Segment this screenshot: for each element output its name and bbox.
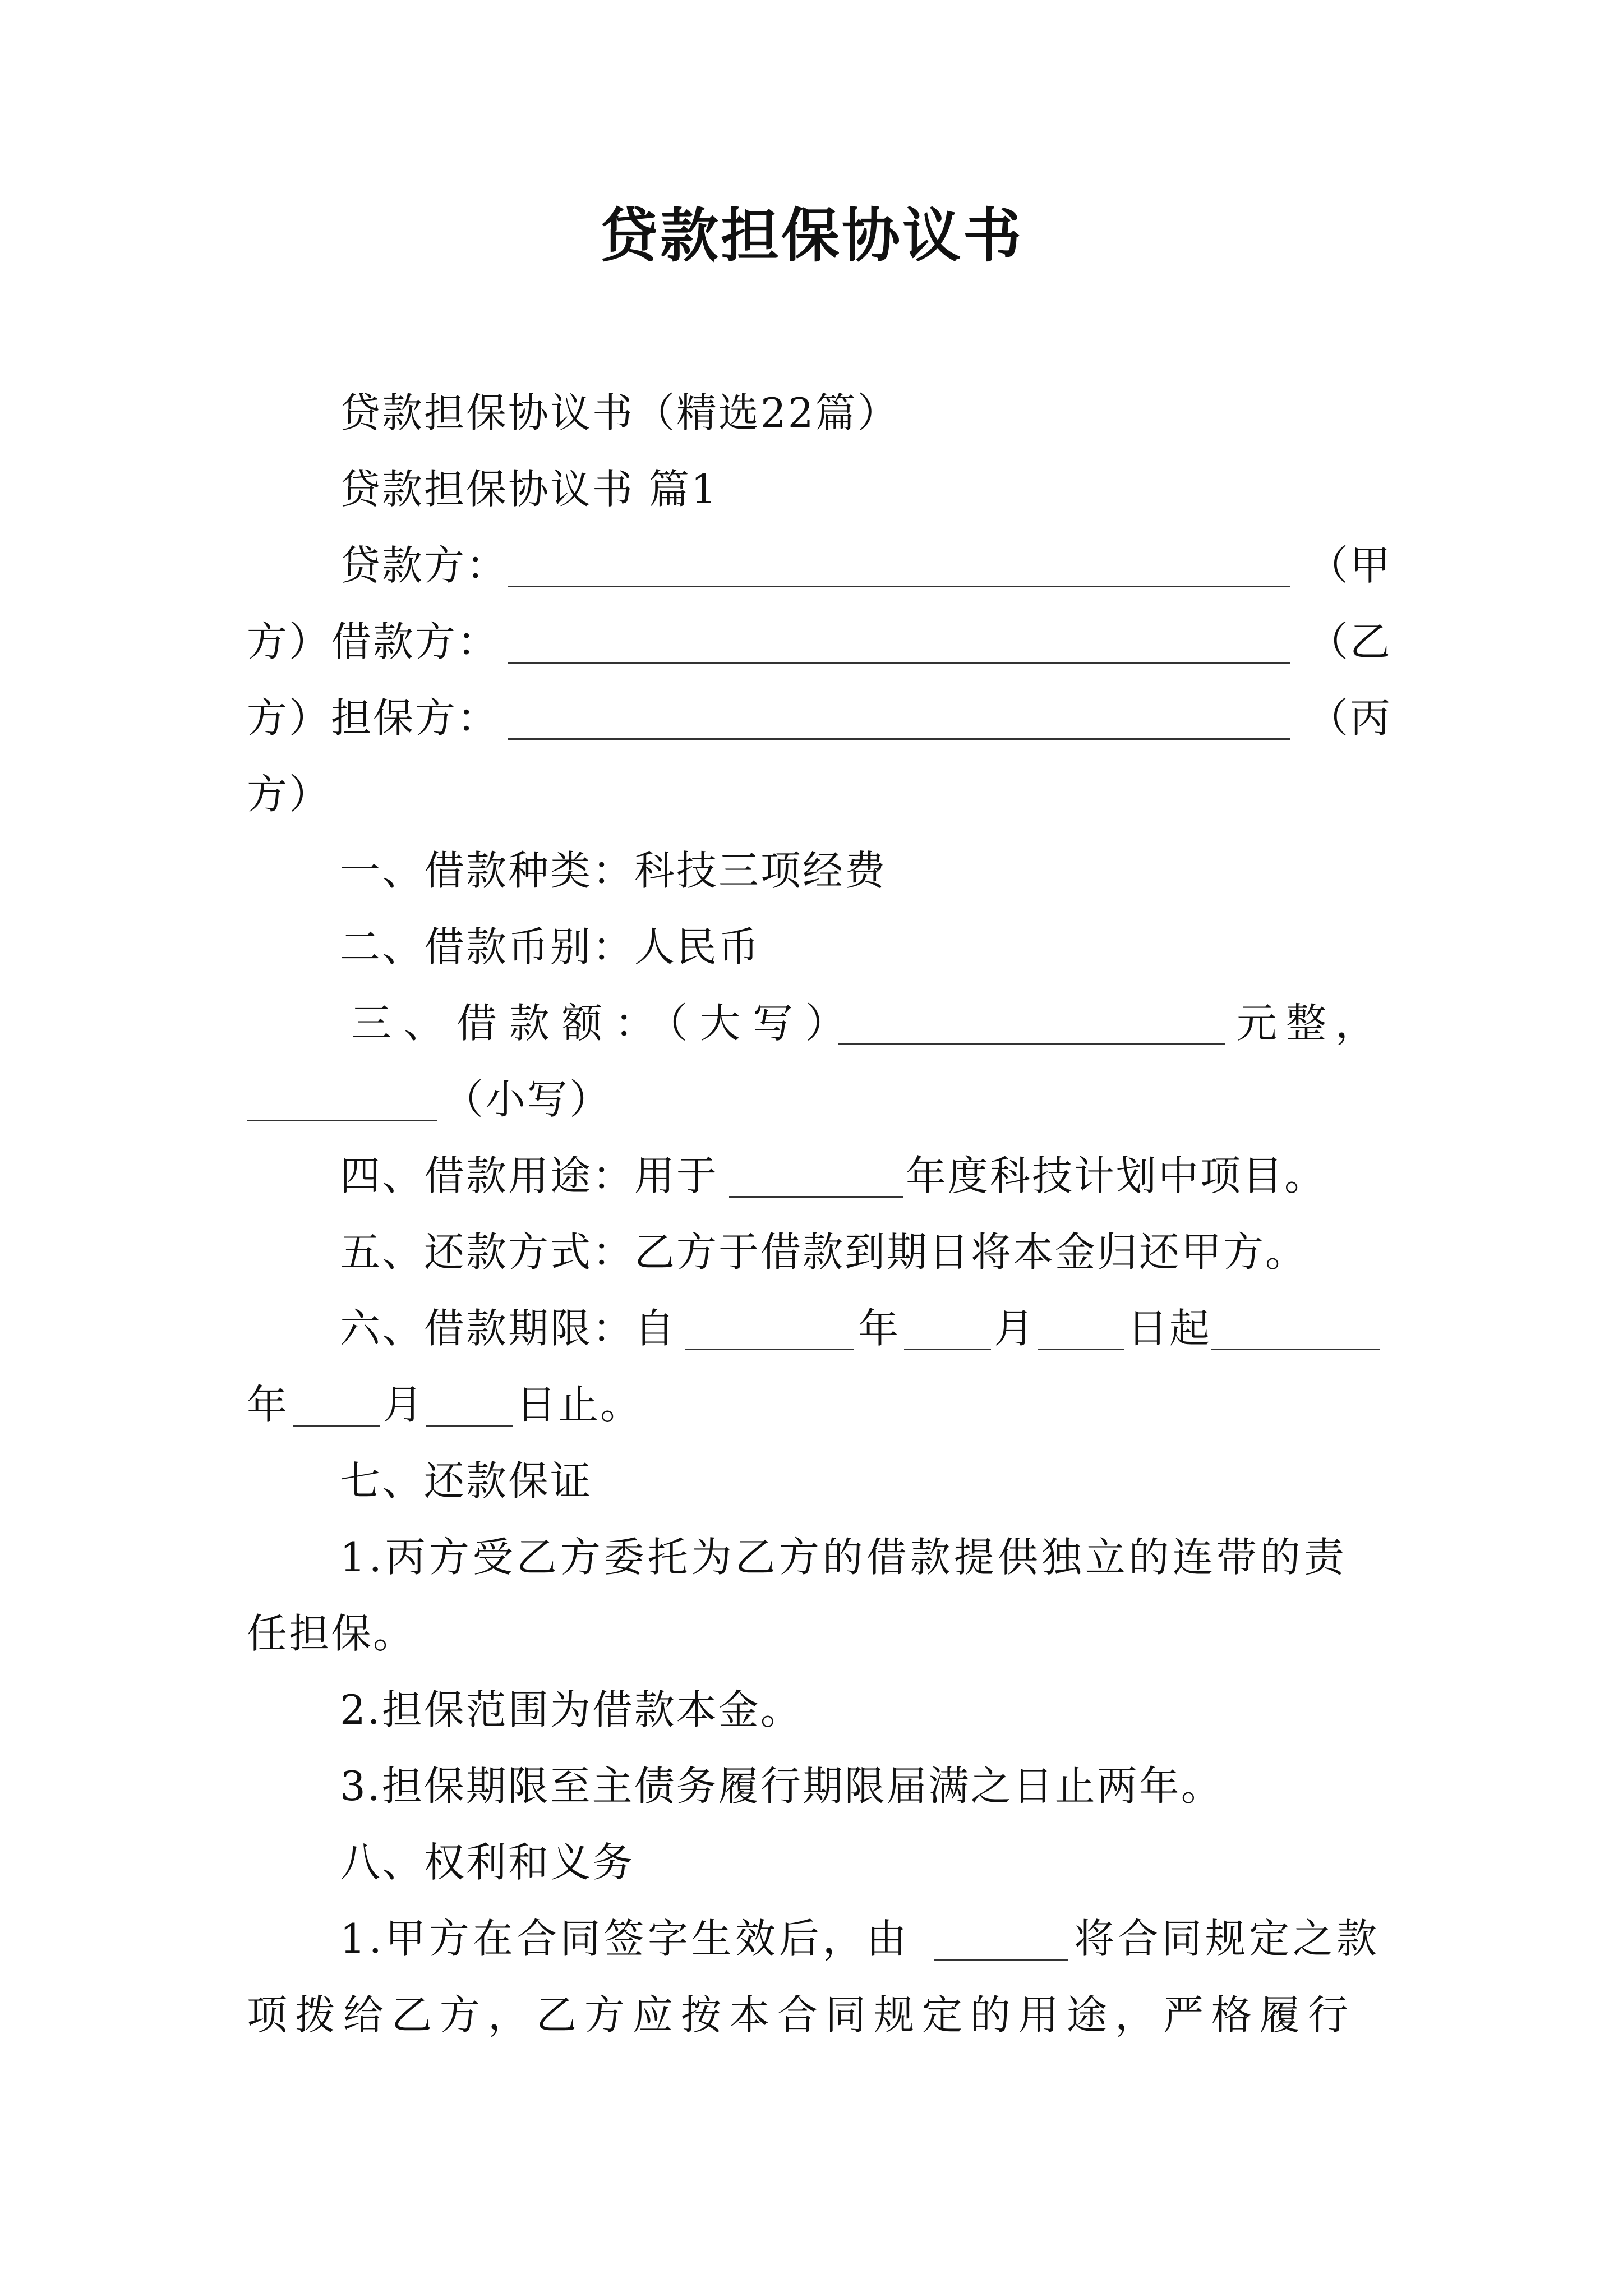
clause-7: 七、还款保证 xyxy=(340,1457,593,1504)
clause-6-month-1: 月 xyxy=(994,1305,1036,1352)
clause-3-amount-lower-blank xyxy=(247,1080,437,1121)
party-borrower-blank xyxy=(508,623,1290,664)
clause-8-item-1b: 项拨给乙方，乙方应按本合同规定的用途，严格履行 xyxy=(247,1991,1357,2039)
clause-1: 一、借款种类：科技三项经费 xyxy=(340,847,887,894)
clause-6-label: 六、借款期限：自 xyxy=(340,1305,677,1352)
clause-2: 二、借款币别：人民币 xyxy=(340,923,761,970)
clause-4-year-blank xyxy=(729,1157,903,1198)
party-guarantor-suffix: （丙 xyxy=(1308,694,1393,742)
clause-3-label: 三、借款额：（大写） xyxy=(351,1000,859,1047)
clause-3-amount-upper-blank xyxy=(838,1004,1225,1045)
party-guarantor-prefix: 方） xyxy=(247,694,331,742)
clause-4-label: 四、借款用途：用于 xyxy=(340,1152,719,1199)
clause-8-party-blank xyxy=(934,1920,1068,1961)
clause-6-day-from: 日起 xyxy=(1127,1305,1212,1352)
clause-7-item-3: 3.担保期限至主债务履行期限届满之日止两年。 xyxy=(340,1763,1223,1810)
clause-7-item-2: 2.担保范围为借款本金。 xyxy=(340,1686,803,1733)
clause-3-lower-label: （小写） xyxy=(443,1076,612,1123)
party-borrower-label: 借款方： xyxy=(331,618,500,665)
clause-6-to-year-blank xyxy=(1211,1309,1380,1350)
party-lender-blank xyxy=(508,546,1290,587)
party-lender-label: 贷款方： xyxy=(340,542,509,589)
clause-6-year-1: 年 xyxy=(858,1305,901,1352)
clause-6-to-month-blank xyxy=(293,1386,380,1427)
clause-3-unit: 元整， xyxy=(1237,1000,1385,1047)
subtitle: 贷款担保协议书（精选22篇） xyxy=(340,389,900,436)
party-guarantor-label: 担保方： xyxy=(331,694,500,742)
party-borrower-row xyxy=(247,614,499,670)
clause-8: 八、权利和义务 xyxy=(340,1839,635,1886)
parties-end: 方） xyxy=(247,771,331,818)
clause-6-day-to: 日止。 xyxy=(516,1381,643,1428)
clause-8-item-1a-rest: 将合同规定之款 xyxy=(1074,1915,1381,1962)
clause-4-rest: 年度科技计划中项目。 xyxy=(906,1152,1327,1199)
clause-6-month-2: 月 xyxy=(382,1381,425,1428)
party-borrower-suffix: （乙 xyxy=(1308,618,1393,665)
party-guarantor-blank xyxy=(508,699,1290,740)
clause-6-year-2: 年 xyxy=(247,1381,289,1428)
document-title: 贷款担保协议书 xyxy=(599,201,1023,270)
clause-8-item-1a: 1.甲方在合同签字生效后，由 xyxy=(340,1915,910,1962)
party-lender-row xyxy=(340,537,508,593)
party-borrower-prefix: 方） xyxy=(247,618,331,665)
clause-7-item-1b: 任担保。 xyxy=(247,1610,416,1657)
clause-5: 五、还款方式：乙方于借款到期日将本金归还甲方。 xyxy=(340,1228,1308,1276)
clause-6-from-day-blank xyxy=(1038,1309,1124,1350)
party-guarantor-row xyxy=(247,690,499,746)
clause-6-from-month-blank xyxy=(904,1309,991,1350)
party-lender-suffix: （甲 xyxy=(1308,542,1393,589)
clause-6-to-day-blank xyxy=(426,1386,513,1427)
clause-7-item-1a: 1.丙方受乙方委托为乙方的借款提供独立的连带的责 xyxy=(340,1534,1348,1581)
clause-6-from-year-blank xyxy=(685,1309,854,1350)
section-heading: 贷款担保协议书 篇1 xyxy=(340,466,718,513)
